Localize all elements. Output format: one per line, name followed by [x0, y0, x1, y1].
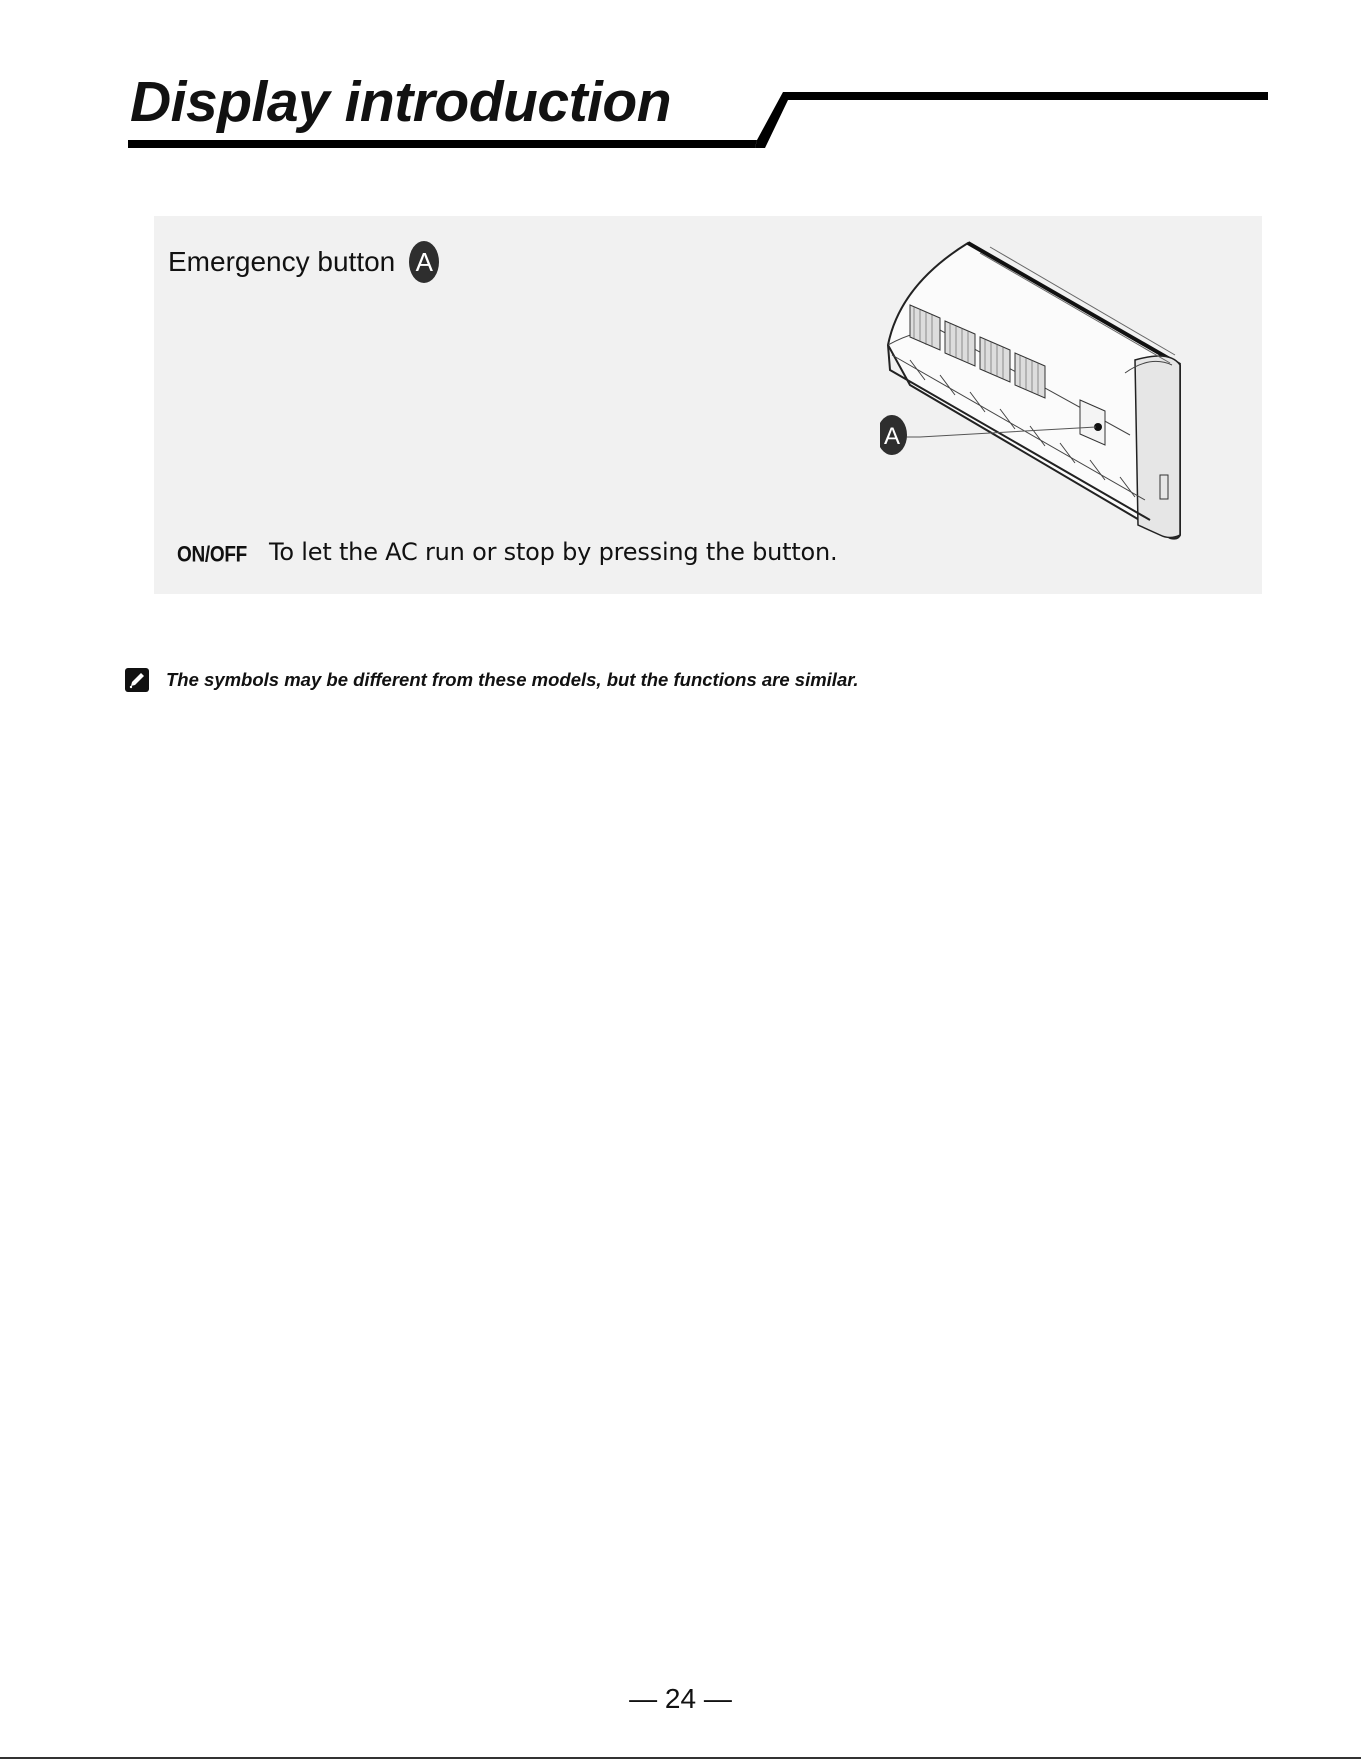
page-title: Display introduction: [130, 70, 672, 134]
page-bottom-rule: [0, 1757, 1361, 1759]
page-number: — 24 —: [629, 1683, 732, 1714]
title-underline: [128, 90, 1268, 152]
badge-a-icon: A: [409, 241, 439, 283]
air-conditioner-illustration: [880, 235, 1210, 550]
onoff-description: To let the AC run or stop by pressing the button.: [269, 538, 838, 566]
emergency-button-label: Emergency button: [168, 246, 396, 277]
pencil-note-icon: [125, 668, 149, 692]
note-text: The symbols may be different from these models, but the functions are similar.: [166, 669, 859, 690]
note: [125, 668, 859, 692]
onoff-symbol: ON/OFF: [177, 543, 247, 568]
callout-a-label: A: [883, 423, 901, 450]
emergency-button-heading: [168, 241, 439, 283]
